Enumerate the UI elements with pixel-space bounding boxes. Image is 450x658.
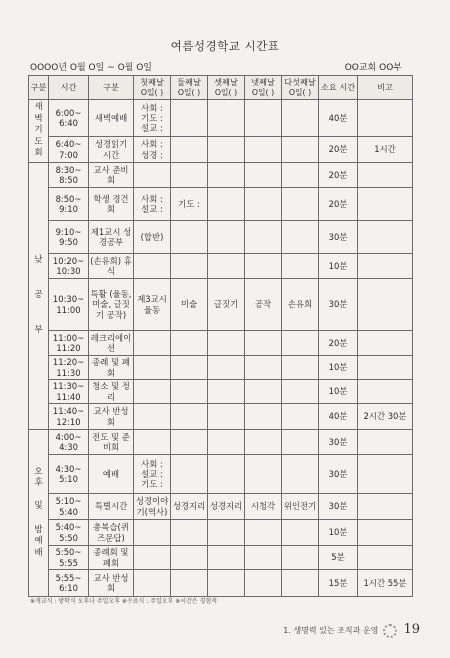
day1-cell: 사회 : 설교 : (134, 188, 171, 221)
duration-cell: 30분 (319, 430, 358, 455)
day3-cell: 글짓기 (208, 279, 245, 331)
time-cell: 6:00~ 6:40 (49, 100, 89, 137)
program-cell: 교사 준비회 (89, 163, 134, 188)
time-cell: 4:00~ 4:30 (49, 430, 89, 455)
time-cell: 11:30~ 11:40 (49, 380, 89, 404)
table-row (29, 546, 413, 570)
duration-cell: 10분 (319, 254, 358, 279)
header-day2: 둘째날 O일( ) (171, 76, 208, 100)
day1-cell: 제3교시 율동 (134, 279, 171, 331)
header-day5: 다섯째날 O일( ) (282, 76, 319, 100)
program-cell: 새벽예배 (89, 100, 134, 137)
program-cell: 예배 (89, 455, 134, 494)
time-cell: 10:30~ 11:00 (49, 279, 89, 331)
schedule-table (28, 75, 413, 597)
group-evening: 오 후 및 밤 예 배 (29, 430, 49, 597)
table-row (29, 380, 413, 404)
day1-cell: 성경이야기(역사) (134, 494, 171, 520)
time-cell: 5:40~ 5:50 (49, 520, 89, 546)
time-cell: 8:30~ 8:50 (49, 163, 89, 188)
time-cell: 4:30~ 5:10 (49, 455, 89, 494)
header-note: 비고 (358, 76, 413, 100)
table-row (29, 137, 413, 163)
duration-cell: 20분 (319, 137, 358, 163)
program-cell: 학생 경건회 (89, 188, 134, 221)
section-label: 1. 생명력 있는 조직과 운영 (283, 626, 379, 635)
duration-cell: 10분 (319, 356, 358, 380)
page-number: 19 (403, 622, 420, 637)
program-cell: 청소 및 정리 (89, 380, 134, 404)
duration-cell: 40분 (319, 100, 358, 137)
duration-cell: 20분 (319, 163, 358, 188)
program-cell: 종례 및 폐회 (89, 356, 134, 380)
duration-cell: 20분 (319, 331, 358, 356)
table-row (29, 430, 413, 455)
table-row (29, 188, 413, 221)
table-row (29, 570, 413, 597)
group-day: 낮 공 부 (29, 163, 49, 430)
day1-cell: (합반) (134, 221, 171, 254)
header-program: 구분 (89, 76, 134, 100)
time-cell: 8:50~ 9:10 (49, 188, 89, 221)
program-cell: 종례회 및 폐회 (89, 546, 134, 570)
day5-cell: 손유희 (282, 279, 319, 331)
group-dawn: 새 벽 기 도 회 (29, 100, 49, 163)
page-title: 여름성경학교 시간표 (170, 39, 280, 53)
time-cell: 11:00~ 11:20 (49, 331, 89, 356)
table-row (29, 279, 413, 331)
date-range: OOOO년 O월 O일 ~ O월 O일 (30, 63, 152, 73)
footnote: ※개교식 : 방학식 오후나 주일오후 ※수료식 : 주일오후 ※시간은 경험적 (30, 598, 217, 605)
time-cell: 10:20~ 10:30 (49, 254, 89, 279)
time-cell: 5:55~ 6:10 (49, 570, 89, 597)
duration-cell: 30분 (319, 455, 358, 494)
table-row (29, 254, 413, 279)
program-cell: (손유희) 휴 식 (89, 254, 134, 279)
program-cell: 전도 및 준비회 (89, 430, 134, 455)
day4-cell: 시청각 (245, 494, 282, 520)
header-day3: 셋째날 O일( ) (208, 76, 245, 100)
duration-cell: 15분 (319, 570, 358, 597)
page-footer (283, 622, 420, 638)
table-row (29, 494, 413, 520)
day1-cell: 사회 : 설교 : 기도 : (134, 455, 171, 494)
day2-cell: 기도 : (171, 188, 208, 221)
duration-cell: 20분 (319, 188, 358, 221)
duration-cell: 30분 (319, 279, 358, 331)
program-cell: 특활 (율동, 미술, 글짓기 공작) (89, 279, 134, 331)
time-cell: 5:50~ 5:55 (49, 546, 89, 570)
header-group: 구분 (29, 76, 49, 100)
table-row (29, 331, 413, 356)
table-row (29, 163, 413, 188)
day2-cell: 성경지리 (171, 494, 208, 520)
duration-cell: 30분 (319, 494, 358, 520)
header-day4: 넷째날 O일( ) (245, 76, 282, 100)
day2-cell: 미술 (171, 279, 208, 331)
note-cell: 1시간 (358, 137, 413, 163)
program-cell: 교사 반성회 (89, 570, 134, 597)
header-day1: 첫째날 O일( ) (134, 76, 171, 100)
table-row (29, 404, 413, 430)
table-row (29, 520, 413, 546)
day3-cell: 성경지리 (208, 494, 245, 520)
day1-cell: 사회 : 기도 : 설교 : (134, 100, 171, 137)
duration-cell: 30분 (319, 221, 358, 254)
table-row (29, 221, 413, 254)
time-cell: 11:20~ 11:30 (49, 356, 89, 380)
program-cell: 특별시간 (89, 494, 134, 520)
program-cell: 성경읽기 시간 (89, 137, 134, 163)
day1-cell: 사회 : 성경 : (134, 137, 171, 163)
table-row (29, 356, 413, 380)
header-duration: 소요 시간 (319, 76, 358, 100)
duration-cell: 10분 (319, 520, 358, 546)
table-row (29, 455, 413, 494)
sun-icon (383, 624, 397, 638)
program-cell: 제1교시 성경공부 (89, 221, 134, 254)
duration-cell: 40분 (319, 404, 358, 430)
table-row (29, 100, 413, 137)
time-cell: 6:40~ 7:00 (49, 137, 89, 163)
time-cell: 9:10~ 9:50 (49, 221, 89, 254)
organization: OO교회 OO부 (344, 63, 402, 73)
header-time: 시간 (49, 76, 89, 100)
day5-cell: 위인전기 (282, 494, 319, 520)
note-cell (358, 100, 413, 137)
program-cell: 레크리에이션 (89, 331, 134, 356)
note-cell: 2시간 30분 (358, 404, 413, 430)
program-cell: 교사 반성회 (89, 404, 134, 430)
note-cell: 1시간 55분 (358, 570, 413, 597)
time-cell: 11:40~ 12:10 (49, 404, 89, 430)
duration-cell: 10분 (319, 380, 358, 404)
day4-cell: 공작 (245, 279, 282, 331)
duration-cell: 5분 (319, 546, 358, 570)
time-cell: 5:10~ 5:40 (49, 494, 89, 520)
program-cell: 총복습(퀴즈문답) (89, 520, 134, 546)
